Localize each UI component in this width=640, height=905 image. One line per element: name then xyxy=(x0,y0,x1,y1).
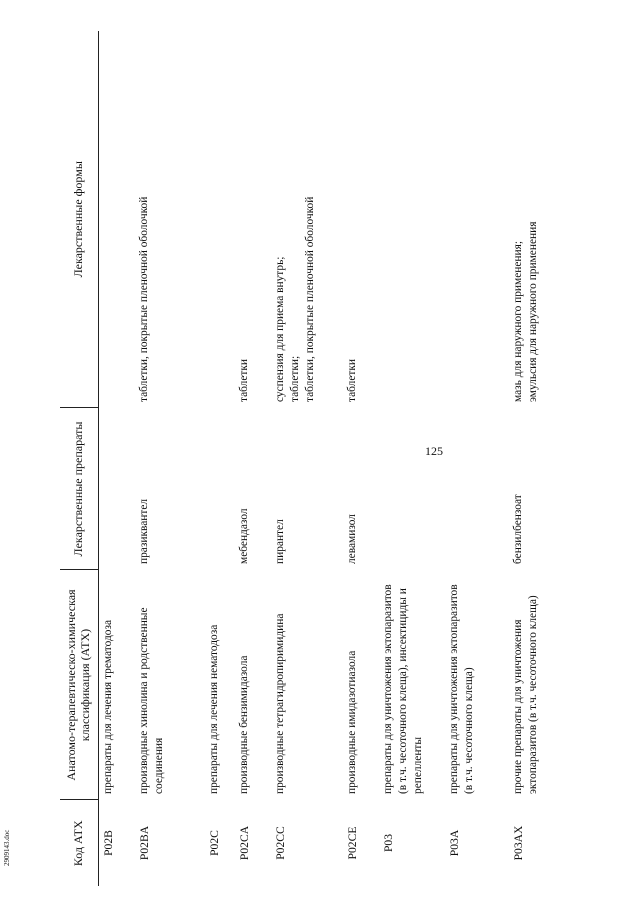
code-cell-text: P03AX xyxy=(511,825,525,861)
drug-cell-text: празиквантел xyxy=(137,498,150,564)
code-cell xyxy=(343,800,379,886)
code-cell xyxy=(509,800,601,886)
forms-cell xyxy=(135,31,205,408)
atc-cell xyxy=(509,570,601,800)
code-cell-text: P03 xyxy=(381,833,395,853)
drug-cell-text: бензилбензоат xyxy=(511,494,524,564)
drug-cell xyxy=(235,408,271,570)
header-drugs: Лекарственные препараты xyxy=(60,408,99,570)
code-cell xyxy=(379,800,445,886)
table-row xyxy=(99,31,135,886)
forms-cell xyxy=(205,31,235,408)
table-row xyxy=(271,31,343,886)
atc-cell xyxy=(445,570,509,800)
atc-cell xyxy=(271,570,343,800)
forms-cell xyxy=(343,31,379,408)
forms-cell-text: суспензия для приема внутрь; таблетки; таблетки, покрытые пленочной оболочкой xyxy=(273,196,316,402)
code-cell-text: P03A xyxy=(447,829,461,857)
atc-table xyxy=(60,31,600,886)
atc-cell-text: препараты для уничтожения эктопаразитов (в т.ч. чесоточного клеща) xyxy=(447,584,475,794)
atc-cell-text: препараты для лечения нематодоза xyxy=(207,624,220,794)
drug-cell xyxy=(509,408,601,570)
forms-cell xyxy=(379,31,445,408)
page-number: 125 xyxy=(425,444,443,458)
forms-cell xyxy=(509,31,601,408)
table-row xyxy=(445,31,509,886)
header-code: Код АТХ xyxy=(60,800,99,886)
forms-cell-text: мазь для наружного применения; эмульсия для наружного применения xyxy=(511,221,539,402)
drug-cell-text: левамизол xyxy=(345,514,358,564)
drug-cell xyxy=(343,408,379,570)
code-cell-text: P02CE xyxy=(345,826,359,860)
forms-cell xyxy=(235,31,271,408)
table-row xyxy=(343,31,379,886)
atc-cell-text: прочие препараты для уничтожения эктопаразитов (в т.ч. чесоточного клеща) xyxy=(511,595,539,794)
code-cell xyxy=(99,800,135,886)
atc-cell xyxy=(135,570,205,800)
code-cell xyxy=(205,800,235,886)
code-cell-text: P02CA xyxy=(237,825,251,861)
forms-cell-text: таблетки, покрытые пленочной оболочкой xyxy=(137,196,150,402)
forms-cell xyxy=(445,31,509,408)
drug-cell xyxy=(135,408,205,570)
atc-cell xyxy=(343,570,379,800)
drug-cell xyxy=(205,408,235,570)
atc-cell-text: препараты для уничтожения эктопаразитов (в т.ч. чесоточного клеща), инсектициды и репелленты xyxy=(381,584,424,794)
atc-cell-text: препараты для лечения трематодоза xyxy=(102,619,114,794)
atc-cell-text: производные хинолина и родственные соединения xyxy=(137,607,165,794)
code-cell xyxy=(235,800,271,886)
code-cell-text: P02B xyxy=(102,830,115,856)
table-row xyxy=(135,31,205,886)
code-cell-text: P02C xyxy=(207,830,221,856)
drug-cell xyxy=(445,408,509,570)
forms-cell xyxy=(99,31,135,408)
atc-cell-text: производные имидазотиазола xyxy=(345,650,358,794)
forms-cell xyxy=(271,31,343,408)
atc-cell xyxy=(379,570,445,800)
table-row xyxy=(379,31,445,886)
code-cell-text: P02CC xyxy=(273,826,287,860)
header-forms: Лекарственные формы xyxy=(60,31,99,408)
atc-cell-text: производные бензимидазола xyxy=(237,655,250,794)
footer-filename: 2909143.doc xyxy=(3,829,11,866)
code-cell xyxy=(271,800,343,886)
table-body xyxy=(99,31,601,886)
forms-cell-text: таблетки xyxy=(345,358,358,402)
atc-cell xyxy=(99,570,135,800)
atc-cell xyxy=(205,570,235,800)
atc-cell-text: производные тетрагидропиримидина xyxy=(273,613,286,794)
header-atc: Анатомо-терапевтическо-химическая классификация (АТХ) xyxy=(60,570,99,800)
code-cell-text: P02BA xyxy=(137,825,151,861)
table-row xyxy=(509,31,601,886)
atc-cell xyxy=(235,570,271,800)
forms-cell-text: таблетки xyxy=(237,358,250,402)
drug-cell-text: мебендазол xyxy=(237,508,250,564)
code-cell xyxy=(135,800,205,886)
drug-cell xyxy=(99,408,135,570)
drug-cell xyxy=(271,408,343,570)
table-row xyxy=(205,31,235,886)
drug-cell xyxy=(379,408,445,570)
drug-cell-text: пирантел xyxy=(273,519,286,564)
code-cell xyxy=(445,800,509,886)
table-row xyxy=(235,31,271,886)
